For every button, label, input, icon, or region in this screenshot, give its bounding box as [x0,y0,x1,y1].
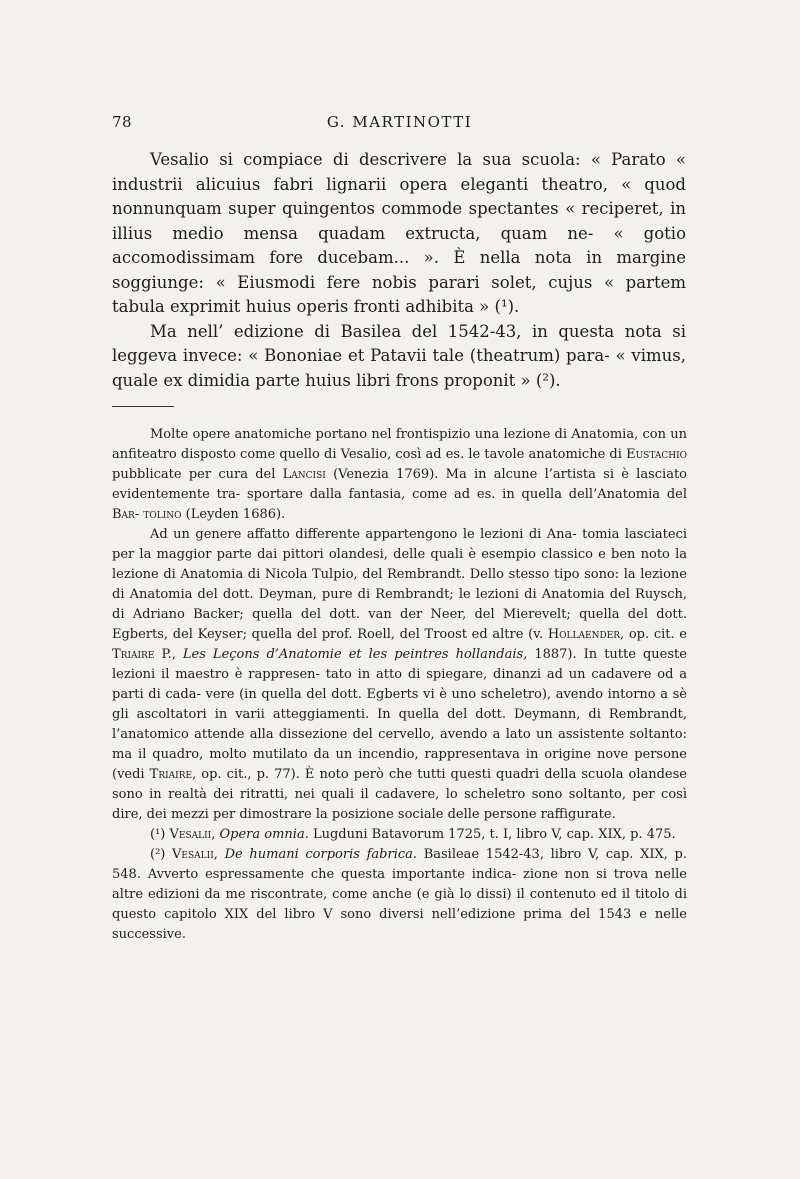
name-bartolino: Bar- tolino [112,507,182,522]
name-eustachio: Eustachio [626,447,687,462]
running-head-author: G. MARTINOTTI [326,113,473,131]
name-hollaender: Hollaender [547,627,621,642]
main-text [112,148,686,393]
paragraph-1: Vesalio si compiace di descrivere la sua scuola: « Parato « industrii alicuius fabri lignarii opera eleganti theatro, « quod nonnunquam super quingentos commode spectantes « reciperet, in illius medio mensa quadam extructa, quam ne- « gotio accomodissimam fore ducebam... ». È nella nota in margine soggiunge: « Eiusmodi fere nobis parari solet, cujus « partem tabula exprimit huius operis fronti adhibita » (¹). [112,150,686,316]
note-paragraph-1: Molte opere anatomiche portano nel frontispizio una lezione di Anatomia, con un anfiteatro disposto come quello di Vesalio, così ad es. le tavole anatomiche di Eustachio pubblicate per cura del Lancisi (Venezia 1769). Ma in alcune l’artista si è lasciato evidentemente tra- sportare dalla fantasia, come ad es. in quella dell’Anatomia del Bar- tolino (Leyden 1686). [112,427,687,522]
page-number: 78 [112,113,133,131]
book-title-lecons: Les Leçons d’Anatomie et les peintres hollandais, [182,647,528,662]
footnote-1: (¹) Vesalii, Opera omnia. Lugduni Batavorum 1725, t. I, libro V, cap. XIX, p. 475. [150,827,676,842]
note-paragraph-2: Ad un genere affatto differente appartengono le lezioni di Ana- tomia lasciateci per la maggior parte dai pittori olandesi, delle quali è esempio classico e ben noto la lezione di Anatomia di Nicola Tulpio, del Rembrandt. Dello stesso tipo sono: la lezione di Anatomia del dott. Deyman, pure di Rembrandt; le lezioni di Anatomia del Ruysch, di Adriano Backer; quella del dott. van der Neer, del Mierevelt; quella del dott. Egberts, del Keyser; quella del prof. Roell, del Troost ed altre (v. Hollaender, op. cit. e Triaire P., Les Leçons d’Anatomie et les peintres hollandais, 1887). In tutte queste lezioni il maestro è rappresen- tato in atto di spiegare, dinanzi ad un cadavere od a parti di cada- vere (in quella del dott. Egberts vi è uno scheletro), avendo intorno a sè gli ascoltatori in varii atteggiamenti. In quella del dott. Deymann, di Rembrandt, l’anatomico attende alla dissezione del cervello, avendo a lato un assistente soltanto: ma il quadro, molto mutilato da un incendio, rappresentava in origine nove persone (vedi Triaire, op. cit., p. 77). È noto però che tutti questi quadri della scuola olandese sono in realtà dei ritratti, nei quali il cadavere, lo scheletro sono soltanto, per così dire, dei mezzi per dimostrare la posizione sociale delle persone raffigurate. [112,527,687,822]
notes-section [112,425,687,945]
paragraph-2: Ma nell’ edizione di Basilea del 1542-43, in questa nota si leggeva invece: « Bononiae et Patavii tale (theatrum) para- « vimus, quale ex dimidia parte huius libri frons proponit » (²). [112,321,686,390]
footnote-divider [112,406,174,407]
name-triaire-2: Triaire [149,767,193,782]
name-triaire: Triaire [112,647,155,662]
footnote-2: (²) Vesalii, De humani corporis fabrica. Basileae 1542-43, libro V, cap. XIX, p. 548. Avverto espressamente che questa importante indica- zione non si trova nelle altre edizioni da me riscontrate, come anche (e già lo dissi) il contenuto ed il titolo di questo capitolo XIX del libro V sono diversi nell’edizione prima del 1543 e nelle successive. [112,847,687,942]
name-lancisi: Lancisi [282,467,326,482]
